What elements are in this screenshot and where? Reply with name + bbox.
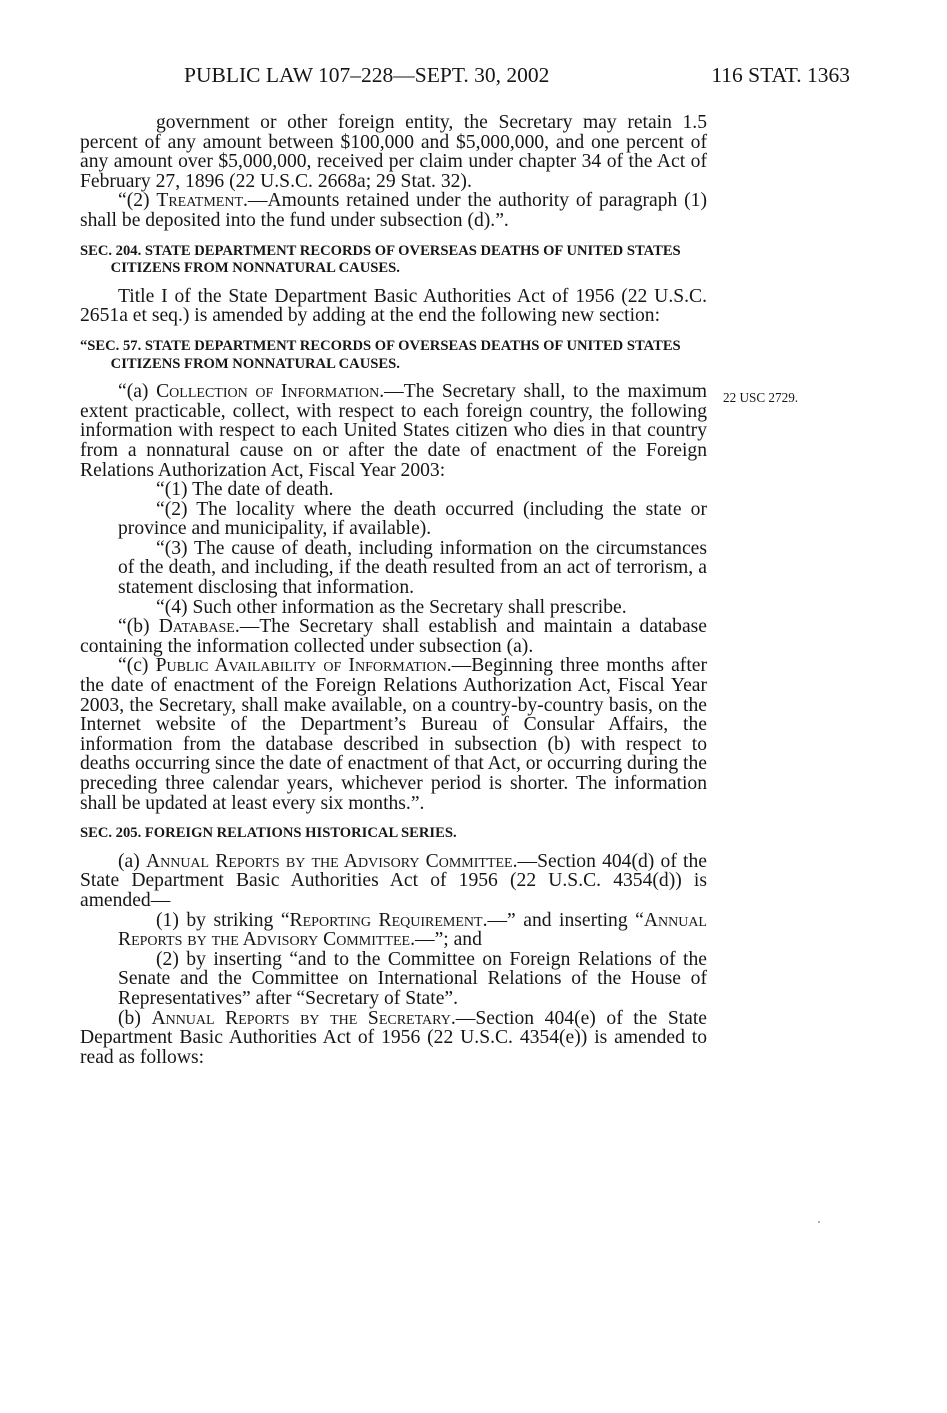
subsection-heading: Annual Reports by the Secretary (151, 1007, 451, 1029)
subsection-b-database: “(b) Database.—The Secretary shall establish and maintain a database containing the information collected under subsection (a). (80, 616, 707, 657)
subsection-a-annual-reports-advisory: (a) Annual Reports by the Advisory Committee.—Section 404(d) of the State Department Basic Authorities Act of 1956 (22 U.S.C. 4354(d)) is amended— (80, 850, 707, 911)
scan-speck (818, 1221, 820, 1223)
subsection-c-public-availability: “(c) Public Availability of Information.—Beginning three months after the date of enactment of the Foreign Relations Authorization Act, Fiscal Year 2003, the Secretary, shall make available, on a country-by-country basis, on the Internet website of the Department’s Bureau of Consular Affairs, the information from the database described in subsection (b) with respect to deaths occurring since the date of enactment of that Act, or occurring during the preceding three calendar years, whichever period is shorter. The information shall be updated at least every six months.”. (80, 655, 707, 814)
list-item-striking: (1) by striking “Reporting Requirement.—” and inserting “Annual Reports by the Advisory Committee.—”; and (118, 909, 707, 951)
subsection-a-collection: “(a) Collection of Information.—The Secretary shall, to the maximum extent practicable, collect, with respect to each foreign country, the following information with respect to each United States citizen who dies in that country from a nonnatural cause on or after the date of enactment of the Foreign Relations Authorization Act, Fiscal Year 2003: (80, 381, 707, 481)
section-heading-57: “SEC. 57. STATE DEPARTMENT RECORDS OF OVERSEAS DEATHS OF UNITED STATES CITIZENS FROM NONNATURAL CAUSES. (80, 337, 681, 372)
statute-text (80, 113, 707, 1067)
list-item-inserting: (2) by inserting “and to the Committee on Foreign Relations of the Senate and the Committee on International Relations of the House of Representatives” after “Secretary of State”. (118, 948, 707, 1009)
list-item-locality: “(2) The locality where the death occurred (including the state or province and municipality, if available). (118, 498, 707, 540)
running-head-stat-page: 116 STAT. 1363 (711, 63, 850, 87)
list-item-cause-of-death: “(3) The cause of death, including information on the circumstances of the death, and including, if the death resulted from an act of terrorism, a statement disclosing that information. (118, 537, 707, 599)
paragraph-retention-rates: government or other foreign entity, the Secretary may retain 1.5 percent of any amount between $100,000 and $5,000,000, and one percent of any amount over $5,000,000, received per claim under chapter 34 of the Act of February 27, 1896 (22 U.S.C. 2668a; 29 Stat. 32). (80, 112, 707, 192)
running-head-law: PUBLIC LAW 107–228—SEPT. 30, 2002 (184, 63, 550, 87)
paragraph-treatment: “(2) Treatment.—Amounts retained under the authority of paragraph (1) shall be deposited into the fund under subsection (d).”. (80, 190, 707, 231)
subsection-heading: Public Availability of Information (155, 655, 447, 677)
paragraph-amendment-title-i: Title I of the State Department Basic Authorities Act of 1956 (22 U.S.C. 2651a et seq.) is amended by adding at the end the following new section: (80, 285, 707, 327)
list-item-other-information: “(4) Such other information as the Secretary shall prescribe. (156, 596, 627, 618)
subsection-b-annual-reports-secretary: (b) Annual Reports by the Secretary.—Section 404(e) of the State Department Basic Authorities Act of 1956 (22 U.S.C. 4354(e)) is amended to read as follows: (80, 1007, 707, 1068)
margin-note-usc-citation: 22 USC 2729. (723, 390, 799, 405)
subsection-heading: Database (158, 616, 235, 638)
section-heading-204: SEC. 204. STATE DEPARTMENT RECORDS OF OVERSEAS DEATHS OF UNITED STATES CITIZENS FROM NONNATURAL CAUSES. (80, 242, 681, 277)
paragraph-heading: Treatment (156, 190, 244, 212)
section-heading-205: SEC. 205. FOREIGN RELATIONS HISTORICAL SERIES. (80, 825, 457, 842)
subsection-heading: Collection of Information (156, 381, 380, 403)
subsection-heading: Annual Reports by the Advisory Committee (145, 850, 513, 872)
list-item-date-of-death: “(1) The date of death. (156, 479, 334, 501)
